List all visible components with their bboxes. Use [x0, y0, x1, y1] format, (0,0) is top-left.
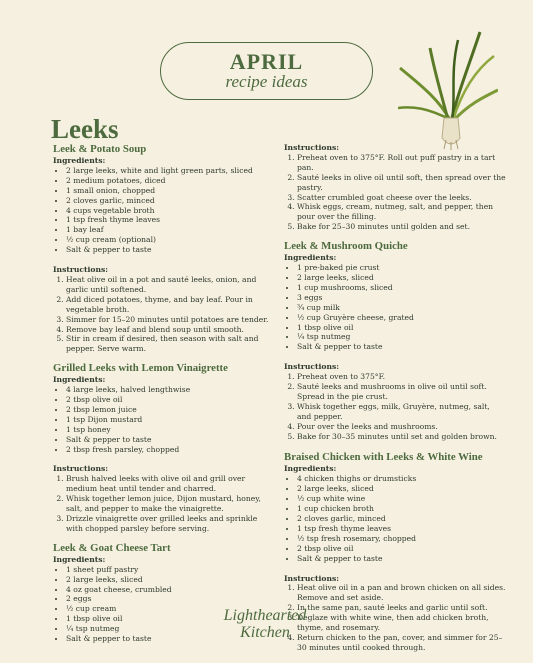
- recipe-title: Braised Chicken with Leeks & White Wine: [284, 451, 483, 464]
- recipe-title: Grilled Leeks with Lemon Vinaigrette: [53, 362, 228, 375]
- instructions-list: [284, 153, 506, 232]
- list-item: • ¾ cup milk: [297, 303, 506, 313]
- list-item: • 2 large leeks, sliced: [297, 273, 506, 283]
- list-item: • 2 large leeks, white and light green parts, sliced: [66, 166, 275, 176]
- list-item: 2. Add diced potatoes, thyme, and bay leaf. Pour in vegetable broth.: [66, 295, 275, 315]
- ingredients-list: [284, 474, 506, 563]
- list-item: • ½ cup cream: [66, 604, 275, 614]
- list-item: • ½ cup Gruyère cheese, grated: [297, 313, 506, 323]
- header-badge: [160, 42, 373, 100]
- list-item: 1. Heat olive oil in a pan and brown chicken on all sides. Remove and set aside.: [297, 583, 506, 603]
- list-item: • 1 sheet puff pastry: [66, 565, 275, 575]
- list-item: • 4 oz goat cheese, crumbled: [66, 585, 275, 595]
- instructions-heading: Instructions:: [284, 143, 340, 152]
- list-item: 3. Drizzle vinaigrette over grilled leeks and sprinkle with chopped parsley before serving.: [66, 514, 275, 534]
- list-item: 2. Sauté leeks and mushrooms in olive oil until soft. Spread in the pie crust.: [297, 382, 506, 402]
- header-subtitle: recipe ideas: [225, 72, 308, 91]
- ingredients-heading: Ingredients:: [53, 375, 106, 385]
- instructions-heading: Instructions:: [284, 362, 340, 372]
- list-item: • 4 chicken thighs or drumsticks: [297, 474, 506, 484]
- header-month: APRIL: [229, 49, 304, 74]
- list-item: • 3 eggs: [297, 293, 506, 303]
- list-item: • 1 cup mushrooms, sliced: [297, 283, 506, 293]
- list-item: • ¼ tsp nutmeg: [66, 624, 275, 634]
- list-item: 3. Simmer for 15–20 minutes until potatoes are tender.: [66, 315, 275, 325]
- recipe-title: Leek & Potato Soup: [53, 143, 147, 155]
- list-item: 5. Stir in cream if desired, then season with salt and pepper. Serve warm.: [66, 334, 275, 354]
- ingredients-heading: Ingredients:: [284, 253, 337, 263]
- list-item: • 2 tbsp fresh parsley, chopped: [66, 445, 275, 455]
- list-item: • 1 tbsp olive oil: [66, 614, 275, 624]
- instructions-heading: Instructions:: [53, 265, 109, 275]
- brand-logo: [200, 608, 330, 642]
- list-item: 4. Return chicken to the pan, cover, and simmer for 25–30 minutes until cooked through.: [297, 633, 506, 653]
- instructions-list: [284, 372, 506, 441]
- list-item: • 2 tbsp lemon juice: [66, 405, 275, 415]
- list-item: 1. Preheat oven to 375°F. Roll out puff pastry in a tart pan.: [297, 153, 506, 173]
- list-item: 3. Scatter crumbled goat cheese over the leeks.: [297, 193, 506, 203]
- list-item: 1. Heat olive oil in a pot and sauté leeks, onion, and garlic until softened.: [66, 275, 275, 295]
- list-item: 5. Bake for 30–35 minutes until set and golden brown.: [297, 432, 506, 442]
- list-item: 5. Bake for 25–30 minutes until golden and set.: [297, 222, 506, 232]
- list-item: • 2 tbsp olive oil: [66, 395, 275, 405]
- list-item: 1. Brush halved leeks with olive oil and grill over medium heat until tender and charred.: [66, 474, 275, 494]
- list-item: • Salt & pepper to taste: [66, 634, 275, 644]
- list-item: 4. Remove bay leaf and blend soup until smooth.: [66, 325, 275, 335]
- list-item: • Salt & pepper to taste: [66, 245, 275, 255]
- list-item: 4. Whisk eggs, cream, nutmeg, salt, and pepper, then pour over the filling.: [297, 202, 506, 222]
- list-item: • 1 tsp fresh thyme leaves: [297, 524, 506, 534]
- list-item: • 1 pre-baked pie crust: [297, 263, 506, 273]
- ingredients-heading: Ingredients:: [53, 156, 106, 165]
- instructions-list: [53, 474, 275, 533]
- list-item: • Salt & pepper to taste: [66, 435, 275, 445]
- list-item: • 1 tbsp olive oil: [297, 323, 506, 333]
- list-item: • Salt & pepper to taste: [297, 342, 506, 352]
- logo-line-2: Kitchen: [240, 624, 290, 641]
- list-item: • 1 tsp fresh thyme leaves: [66, 215, 275, 225]
- list-item: • Salt & pepper to taste: [297, 554, 506, 564]
- list-item: • 2 tbsp olive oil: [297, 544, 506, 554]
- list-item: • 2 large leeks, sliced: [66, 575, 275, 585]
- list-item: • ½ tsp fresh rosemary, chopped: [297, 534, 506, 544]
- list-item: • 2 cloves garlic, minced: [66, 196, 275, 206]
- list-item: • 1 small onion, chopped: [66, 186, 275, 196]
- ingredients-list: [53, 385, 275, 454]
- page-title: Leeks: [51, 114, 119, 144]
- list-item: 4. Pour over the leeks and mushrooms.: [297, 422, 506, 432]
- right-column: [284, 143, 506, 653]
- instructions-heading: Instructions:: [53, 464, 109, 474]
- list-item: • ¼ tsp nutmeg: [297, 332, 506, 342]
- list-item: • ½ cup cream (optional): [66, 235, 275, 245]
- left-column: [53, 143, 275, 644]
- list-item: 1. Preheat oven to 375°F.: [297, 372, 506, 382]
- list-item: • 2 large leeks, sliced: [297, 484, 506, 494]
- list-item: • 2 cloves garlic, minced: [297, 514, 506, 524]
- list-item: • 4 cups vegetable broth: [66, 206, 275, 216]
- recipe-title: Leek & Mushroom Quiche: [284, 240, 408, 253]
- list-item: • 1 bay leaf: [66, 225, 275, 235]
- list-item: • 2 eggs: [66, 594, 275, 604]
- ingredients-heading: Ingredients:: [53, 554, 106, 564]
- list-item: 2. Sauté leeks in olive oil until soft, then spread over the pastry.: [297, 173, 506, 193]
- ingredients-heading: Ingredients:: [284, 464, 337, 474]
- list-item: • 1 tsp honey: [66, 425, 275, 435]
- list-item: 2. Whisk together lemon juice, Dijon mustard, honey, salt, and pepper to make the vinaigrette.: [66, 494, 275, 514]
- recipe-title: Leek & Goat Cheese Tart: [53, 541, 171, 554]
- list-item: 3. Whisk together eggs, milk, Gruyère, nutmeg, salt, and pepper.: [297, 402, 506, 422]
- ingredients-list: [53, 166, 275, 255]
- list-item: 3. Deglaze with white wine, then add chicken broth, thyme, and rosemary.: [297, 613, 506, 633]
- logo-line-1: Lighthearted: [223, 607, 307, 624]
- instructions-list: [53, 275, 275, 354]
- leek-illustration-icon: [398, 28, 498, 150]
- list-item: • ½ cup white wine: [297, 494, 506, 504]
- ingredients-list: [284, 263, 506, 352]
- list-item: • 1 tsp Dijon mustard: [66, 415, 275, 425]
- list-item: • 1 cup chicken broth: [297, 504, 506, 514]
- list-item: • 2 medium potatoes, diced: [66, 176, 275, 186]
- instructions-heading: Instructions:: [284, 573, 340, 583]
- list-item: • 4 large leeks, halved lengthwise: [66, 385, 275, 395]
- list-item: 2. In the same pan, sauté leeks and garlic until soft.: [297, 603, 506, 613]
